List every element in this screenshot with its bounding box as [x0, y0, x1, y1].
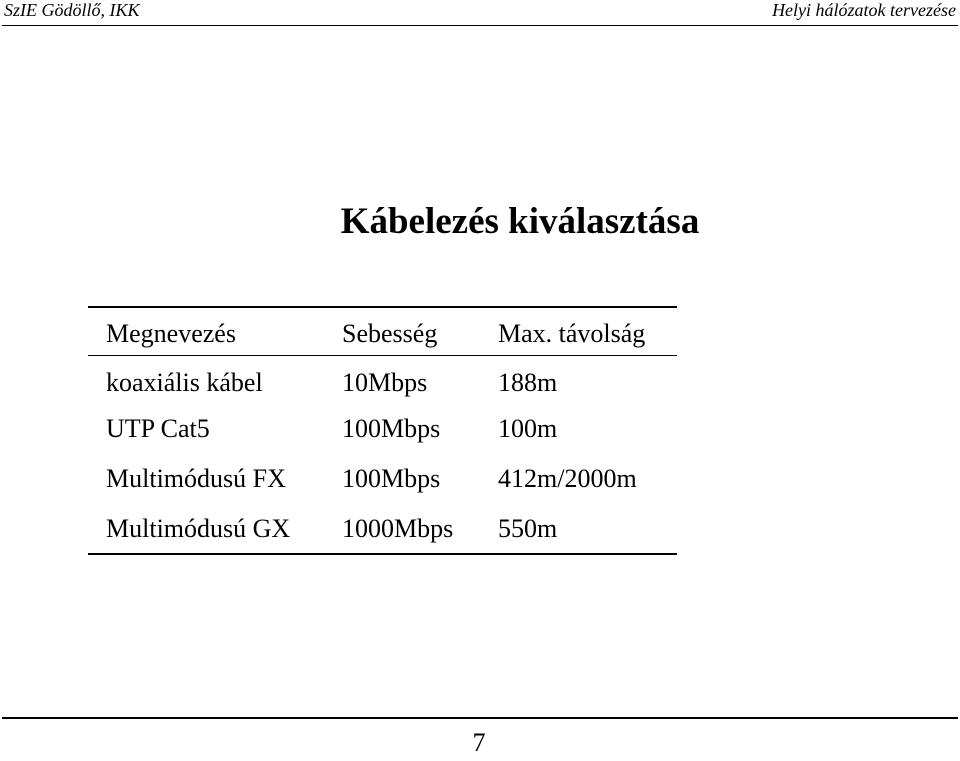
cell-speed: 10Mbps [342, 368, 428, 397]
column-header-max-distance: Max. távolság [498, 319, 646, 348]
table-row [88, 403, 677, 453]
cell-speed: 100Mbps [342, 464, 441, 493]
cell-name: Multimódusú GX [106, 514, 291, 543]
cell-name: koaxiális kábel [106, 368, 263, 397]
table-row [88, 356, 677, 403]
cell-name: Multimódusú FX [106, 464, 286, 493]
cell-max-distance: 412m/2000m [498, 464, 637, 493]
cell-speed: 100Mbps [342, 414, 441, 443]
footer-divider [2, 717, 958, 719]
slide-title: Kábelezés kiválasztása [340, 201, 700, 242]
page-number: 7 [472, 728, 486, 757]
cell-name: UTP Cat5 [106, 414, 210, 443]
column-header-name: Megnevezés [106, 319, 236, 348]
cell-max-distance: 100m [498, 414, 558, 443]
header-course-label: SzIE Gödöllő, IKK [4, 0, 140, 20]
table-row [88, 453, 677, 503]
cell-speed: 1000Mbps [342, 514, 454, 543]
cable-table [88, 306, 677, 555]
table-row [88, 503, 677, 553]
cell-max-distance: 550m [498, 514, 558, 543]
cell-max-distance: 188m [498, 368, 558, 397]
header-divider [2, 25, 958, 26]
table-header-row [88, 308, 677, 355]
column-header-speed: Sebesség [342, 319, 438, 348]
header-topic-label: Helyi hálózatok tervezése [772, 0, 956, 20]
